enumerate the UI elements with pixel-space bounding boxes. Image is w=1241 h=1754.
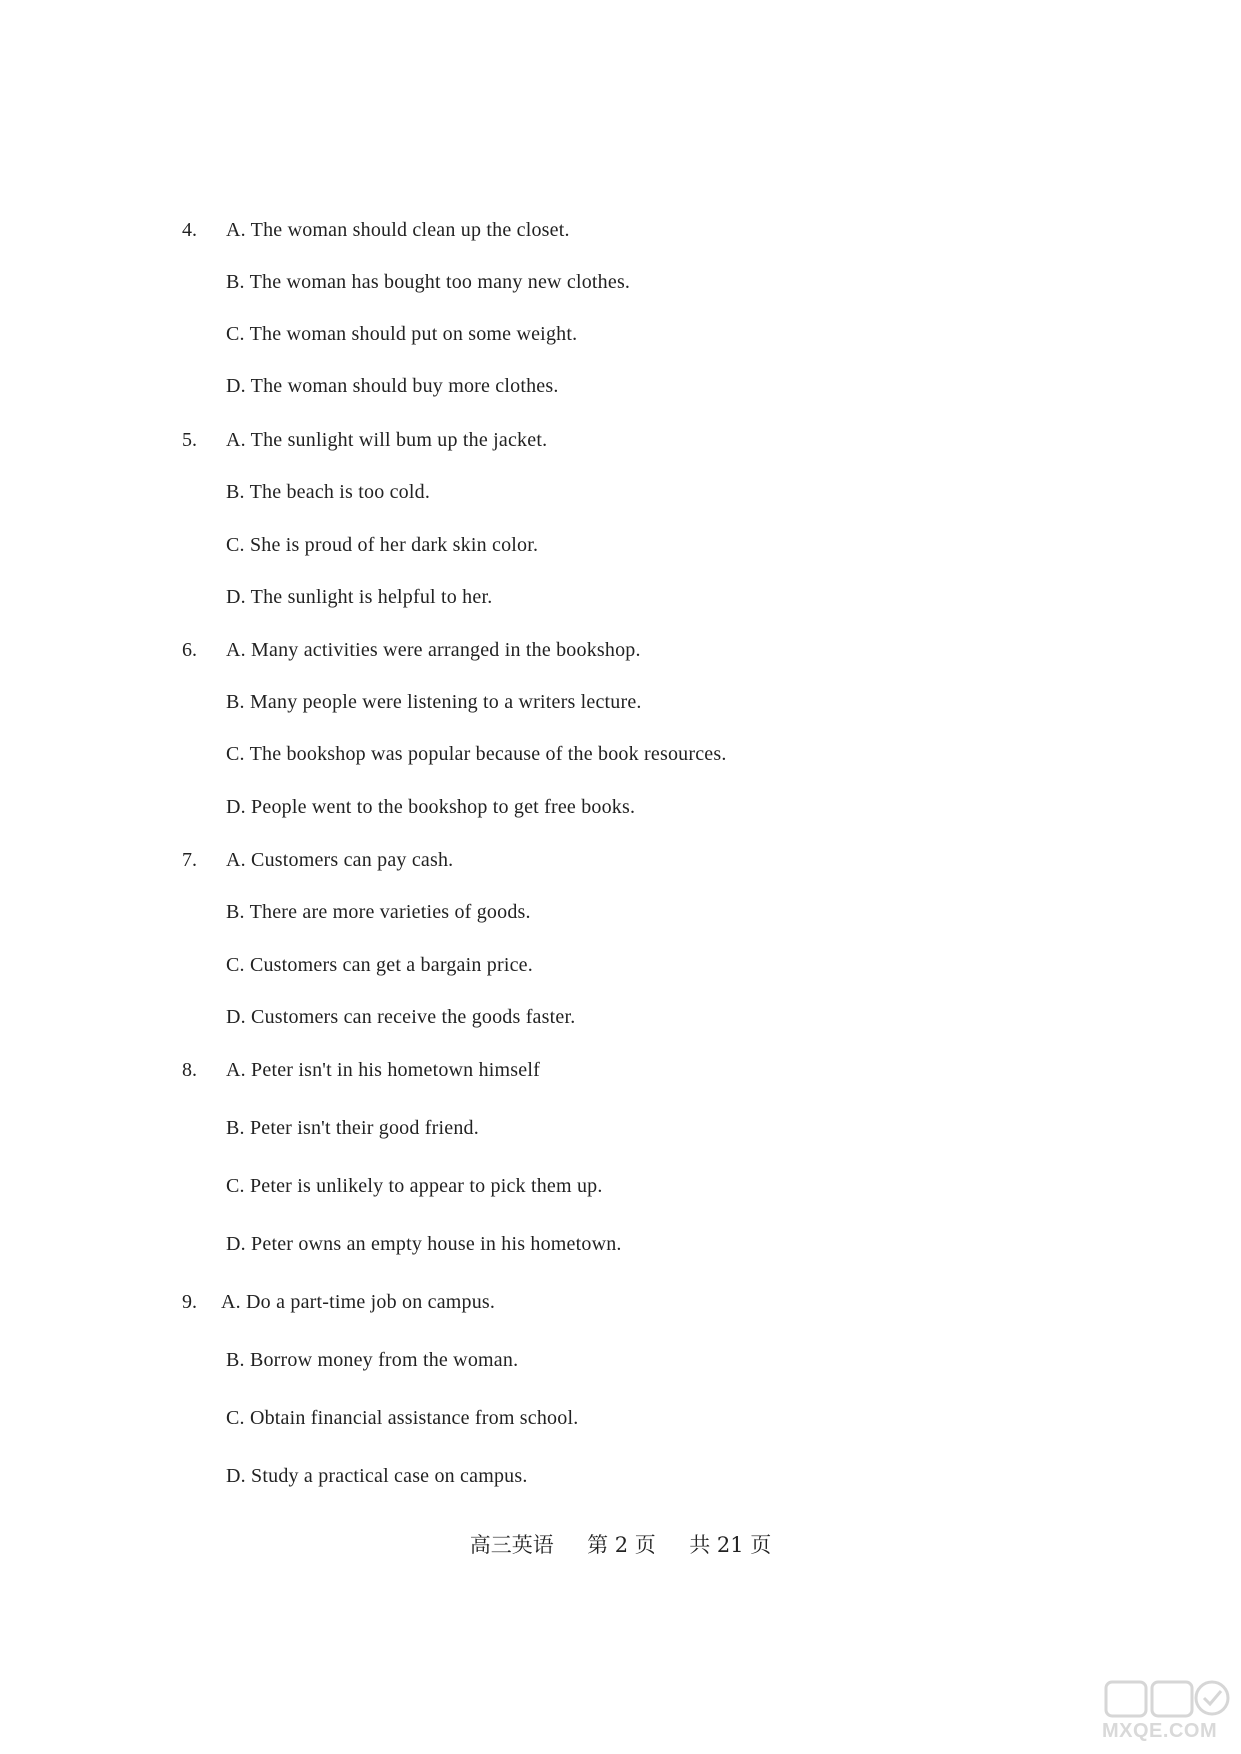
question-number: 7.	[182, 849, 197, 871]
option-7c: C. Customers can get a bargain price.	[226, 954, 533, 976]
page-footer	[0, 1532, 1241, 1558]
option-7d: D. Customers can receive the goods faster.	[226, 1006, 576, 1028]
option-6d: D. People went to the bookshop to get free books.	[226, 796, 636, 818]
option-5a: A. The sunlight will bum up the jacket.	[226, 429, 548, 451]
question-number: 9.	[182, 1291, 197, 1313]
option-9b: B. Borrow money from the woman.	[226, 1349, 519, 1371]
option-9d: D. Study a practical case on campus.	[226, 1465, 528, 1487]
question-number: 5.	[182, 429, 197, 451]
footer-page-number: 第 2 页	[587, 1533, 656, 1557]
option-6b: B. Many people were listening to a writers lecture.	[226, 691, 642, 713]
footer-subject: 高三英语	[469, 1533, 554, 1557]
option-5b: B. The beach is too cold.	[226, 481, 431, 503]
option-4d: D. The woman should buy more clothes.	[226, 375, 559, 397]
option-4c: C. The woman should put on some weight.	[226, 323, 578, 345]
watermark-text: MXQE.COM	[1102, 1720, 1218, 1742]
option-7b: B. There are more varieties of goods.	[226, 901, 531, 923]
option-6a: A. Many activities were arranged in the bookshop.	[226, 639, 641, 661]
footer-total-pages: 共 21 页	[689, 1533, 772, 1557]
option-5c: C. She is proud of her dark skin color.	[226, 534, 539, 556]
option-6c: C. The bookshop was popular because of the book resources.	[226, 743, 727, 765]
option-7a: A. Customers can pay cash.	[226, 849, 454, 871]
option-5d: D. The sunlight is helpful to her.	[226, 586, 493, 608]
option-8b: B. Peter isn't their good friend.	[226, 1117, 479, 1139]
question-number: 4.	[182, 219, 197, 241]
option-8d: D. Peter owns an empty house in his hometown.	[226, 1233, 622, 1255]
option-4b: B. The woman has bought too many new clothes.	[226, 271, 631, 293]
option-9a: A. Do a part-time job on campus.	[221, 1291, 496, 1313]
question-number: 8.	[182, 1059, 197, 1081]
option-8c: C. Peter is unlikely to appear to pick them up.	[226, 1175, 603, 1197]
question-number: 6.	[182, 639, 197, 661]
option-9c: C. Obtain financial assistance from school.	[226, 1407, 579, 1429]
option-4a: A. The woman should clean up the closet.	[226, 219, 570, 241]
option-8a: A. Peter isn't in his hometown himself	[226, 1059, 540, 1081]
